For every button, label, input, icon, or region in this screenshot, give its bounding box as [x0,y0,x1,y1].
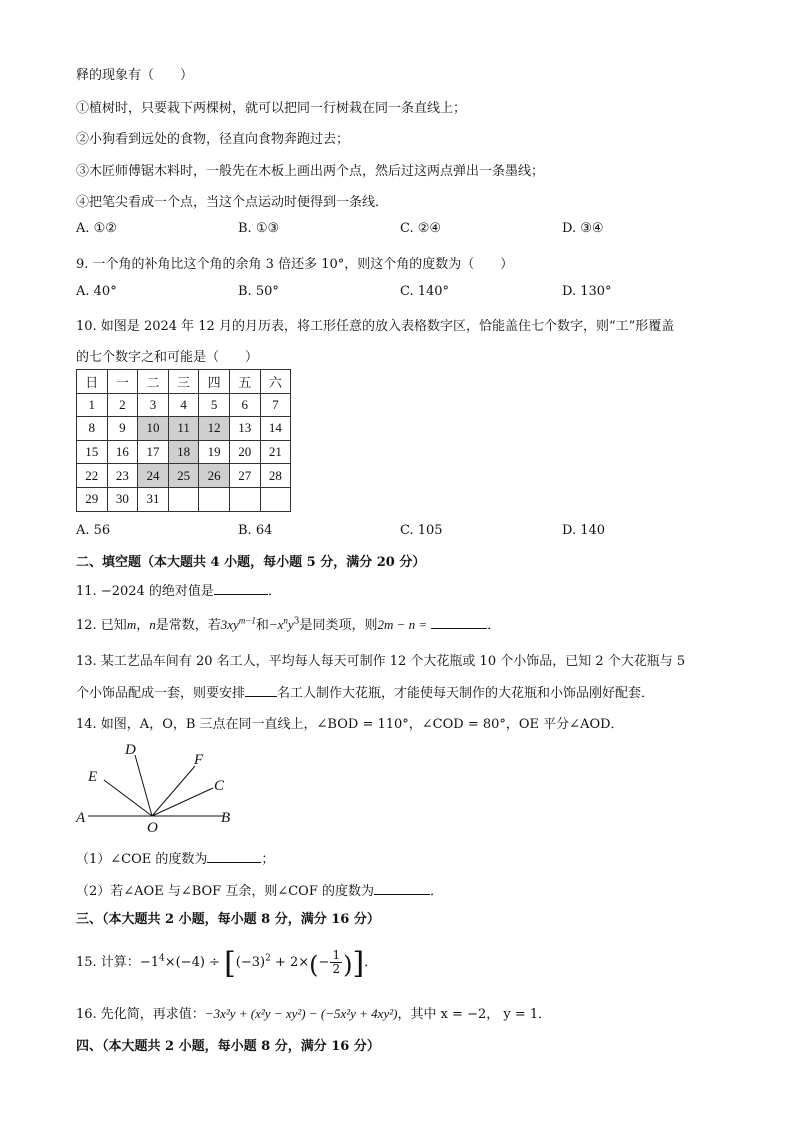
answer-blank[interactable] [431,616,487,629]
q8-option-c: C. ②④ [400,221,442,236]
q9-option-d: D. 130° [562,284,612,299]
calendar-cell-highlighted: 26 [199,464,230,488]
label-o: O [147,820,158,836]
ray-od [135,755,152,816]
q12-post: 是同类项，则 [299,618,378,633]
calendar-header-cell: 四 [199,370,230,394]
answer-blank[interactable] [374,882,430,895]
q12-expression: 2m − n = [377,617,428,632]
q13-line-2 [76,682,654,701]
calendar-cell: 1 [77,393,108,417]
q14-part-2-text: （2）若∠AOE 与∠BOF 互余，则∠COF 的度数为 [76,884,374,899]
q14-part-1-end: ； [261,852,275,867]
q12-term-1-exponent: m−1 [238,615,256,626]
ray-oc [152,788,213,816]
calendar-cell: 14 [260,417,291,441]
q8-statement-4: ④把笔尖看成一个点，当这个点运动时便得到一条线． [76,195,389,210]
q15-end: ． [364,955,378,970]
q13-line-1: 13. 某工艺品车间有 20 名工人，平均每人每天可制作 12 个大花瓶或 10 个小饰品，已知 2 个大花瓶与 5 [76,654,686,669]
calendar-header-cell: 六 [260,370,291,394]
calendar-row [77,464,291,488]
calendar-cell: 13 [229,417,260,441]
q11-prefix: 11. [76,584,101,599]
q14-part-2-end: ． [429,884,443,899]
calendar-cell: 4 [168,393,199,417]
calendar-header-cell: 二 [138,370,169,394]
calendar-cell: 2 [107,393,138,417]
section-3-heading: 三、（本大题共 2 小题，每小题 8 分，满分 16 分） [76,912,380,927]
q15-term-b: ×(−4) ÷ [164,955,225,970]
q8-option-d: D. ③④ [562,221,604,236]
q12-var-n: n [149,617,156,632]
calendar-header-row [77,370,291,394]
label-e: E [88,769,98,785]
left-bracket: [ [224,946,236,981]
section-4-heading: 四、（本大题共 2 小题，每小题 8 分，满分 16 分） [76,1039,380,1054]
q9-option-b: B. 50° [238,284,279,299]
calendar-cell [199,487,230,511]
q11-number: −2024 [100,584,145,599]
label-b: B [221,810,231,826]
q14-angle-diagram [72,736,242,836]
calendar-cell: 22 [77,464,108,488]
q13-text-a: 个小饰品配成一套，则要安排 [76,686,246,701]
section-2-heading: 二、填空题（本大题共 4 小题，每小题 5 分，满分 20 分） [76,555,426,570]
fraction-half [330,949,342,976]
calendar-cell: 27 [229,464,260,488]
q10-line-1: 10. 如图是 2024 年 12 月的月历表，将工形任意的放入表格数字区，恰能盖住七个数字，则“工”形覆盖 [76,319,675,334]
q16-expression: −3x²y + (x²y − xy²) − (−5x²y + 4xy²) [204,1006,398,1021]
calendar-header-cell: 一 [107,370,138,394]
q15-term-c: (−3) [235,955,266,970]
calendar-cell: 16 [107,440,138,464]
answer-blank[interactable] [214,582,268,595]
calendar-cell: 5 [199,393,230,417]
calendar-cell-highlighted: 24 [138,464,169,488]
calendar-cell-highlighted: 25 [168,464,199,488]
calendar-header-cell: 五 [229,370,260,394]
q9-option-c: C. 140° [400,284,450,299]
q15-term-d: + 2× [270,955,310,970]
q15-term-a-exponent: 4 [158,953,165,964]
calendar-cell: 20 [229,440,260,464]
q8-stem: 释的现象有（ ） [76,68,194,83]
calendar-cell: 3 [138,393,169,417]
calendar-cell: 29 [77,487,108,511]
q12-term-2a: −x [268,617,284,632]
answer-blank[interactable] [245,684,277,697]
q11-text: 的绝对值是 [144,584,214,599]
q8-option-a: A. ①② [76,221,117,236]
calendar-cell: 15 [77,440,108,464]
q12-var-m: m [126,617,137,632]
q14-stem: 14. 如图，A，O，B 三点在同一直线上，∠BOD = 110°，∠COD = 80°，OE 平分∠AOD． [76,717,624,732]
calendar-row [77,440,291,464]
calendar-cell: 30 [107,487,138,511]
ray-oe [104,780,152,816]
q8-statement-2: ②小狗看到远处的食物，径直向食物奔跑过去； [76,132,350,147]
q12-and: 和 [255,618,269,633]
q9-stem: 9. 一个角的补角比这个角的余角 3 倍还多 10°，则这个角的度数为（ ） [76,257,514,272]
q8-option-b: B. ①③ [238,221,280,236]
label-a: A [76,810,86,826]
ray-of [152,766,195,816]
label-f: F [194,752,204,768]
q8-statement-3: ③木匠师傅锯木料时，一般先在木板上画出两个点，然后过这两点弹出一条墨线； [76,164,545,179]
q15-term-a: −1 [139,955,159,970]
calendar-cell-highlighted: 12 [199,417,230,441]
q12-sep: ， [136,618,150,633]
calendar-cell: 17 [138,440,169,464]
q10-option-b: B. 64 [238,523,273,538]
q14-part-2 [76,880,443,899]
right-bracket: ] [352,946,365,981]
calendar-cell: 6 [229,393,260,417]
q11 [76,580,281,599]
answer-blank[interactable] [207,850,261,863]
q10-option-a: A. 56 [76,523,111,538]
left-paren: ( [309,951,319,979]
right-paren: ) [343,951,353,979]
calendar-cell [229,487,260,511]
q16-prefix: 16. 先化简，再求值： [76,1007,205,1022]
q15-prefix: 15. 计算： [76,955,140,970]
q12-term-2b: y [287,617,294,632]
fraction-numerator: 1 [332,948,341,962]
q16 [76,1003,551,1022]
calendar-cell: 31 [138,487,169,511]
calendar-cell: 8 [77,417,108,441]
calendar-header-cell: 日 [77,370,108,394]
q15-term-c-exponent: 2 [265,953,271,964]
q12-prefix: 12. 已知 [76,618,127,633]
q12-term-2-exponent-2: 3 [293,616,300,627]
calendar-header-cell: 三 [168,370,199,394]
calendar-cell-highlighted: 10 [138,417,169,441]
calendar-cell: 23 [107,464,138,488]
calendar-cell: 9 [107,417,138,441]
q8-statement-1: ①植树时，只要栽下两棵树，就可以把同一行树栽在同一条直线上； [76,101,467,116]
q12-term-1: 3xy [220,617,239,632]
q11-end: ． [267,584,281,599]
calendar-row [77,393,291,417]
q12-mid: 是常数，若 [155,618,221,633]
q14-part-1-text: （1）∠COE 的度数为 [76,852,208,867]
q12-end: ． [487,618,501,633]
calendar-cell [260,487,291,511]
q14-part-1 [76,848,274,867]
q12 [76,614,500,633]
q9-option-a: A. 40° [76,284,117,299]
q10-option-c: C. 105 [400,523,443,538]
label-d: D [125,742,136,758]
calendar-cell: 21 [260,440,291,464]
calendar-cell-highlighted: 18 [168,440,199,464]
label-c: C [214,778,225,794]
calendar-row [77,417,291,441]
calendar-row [77,487,291,511]
calendar-cell: 19 [199,440,230,464]
q16-condition: ，其中 x = −2， y = 1． [397,1007,552,1022]
calendar-cell-highlighted: 11 [168,417,199,441]
calendar-cell [168,487,199,511]
q12-term-2-exponent: n [283,615,288,626]
q13-text-b: 名工人制作大花瓶，才能使每天制作的大花瓶和小饰品刚好配套． [277,686,655,701]
fraction-denominator: 2 [332,962,341,976]
calendar-cell: 7 [260,393,291,417]
q10-option-d: D. 140 [562,523,606,538]
calendar-table [76,369,291,512]
q10-line-2: 的七个数字之和可能是（ ） [76,350,259,365]
calendar-cell: 28 [260,464,291,488]
q15: 15. 计算：$-1^4\times(-4) \div [(-3)^2 + 2\times(-$ $\frac{1}{2}$ )]． [76,946,378,981]
